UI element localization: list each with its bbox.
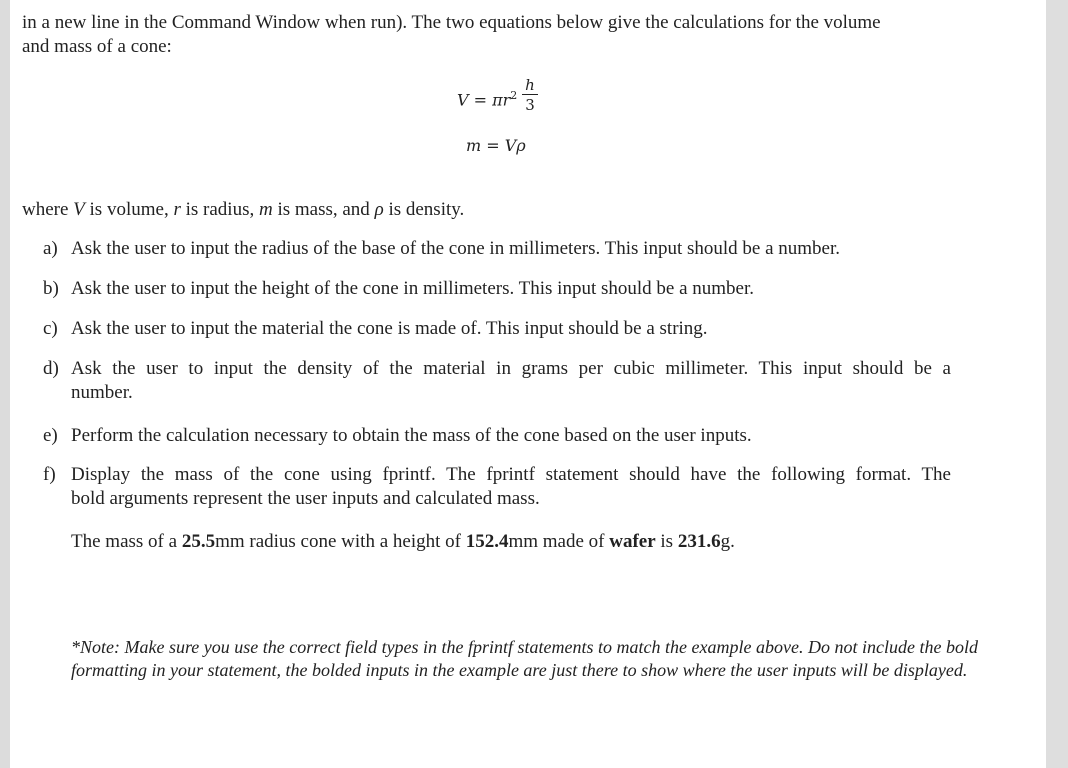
example-text-4: is	[655, 531, 678, 552]
note-paragraph: *Note: Make sure you use the correct field types in the fprintf statements to match the example above. Do not include the bold formatting in your statement, the bolded inputs in the example are just there to show where the user inputs will be displayed.	[71, 637, 978, 680]
scrollbar-track[interactable]	[1046, 0, 1068, 768]
fraction-bar	[522, 94, 538, 95]
volume-fraction-numerator: h	[525, 76, 535, 94]
list-item-text: Perform the calculation necessary to obtain the mass of the cone based on the user inputs.	[71, 425, 752, 446]
example-text-2: mm radius cone with a height of	[215, 531, 466, 552]
intro-line-2: and mass of a cone:	[22, 36, 172, 57]
where-text-5: is density.	[383, 199, 465, 220]
volume-equation-lhs: V = πr	[457, 90, 511, 110]
list-item-label: d)	[43, 358, 59, 379]
where-text-1: where	[22, 199, 74, 220]
example-output	[71, 530, 735, 554]
volume-fraction-denominator: 3	[525, 96, 535, 114]
document-page	[10, 0, 1046, 768]
example-height: 152.4	[465, 531, 509, 552]
list-item-text: Ask the user to input the height of the cone in millimeters. This input should be a number.	[71, 278, 755, 299]
example-text-5: g.	[720, 531, 735, 552]
intro-line-1: in a new line in the Command Window when run). The two equations below give the calculations for the volume	[22, 12, 881, 33]
where-text-3: is radius,	[180, 199, 259, 220]
list-item-text: Ask the user to input the radius of the base of the cone in millimeters. This input should be a number.	[71, 238, 841, 259]
list-item-text-continued: number.	[71, 382, 133, 403]
list-item-label: c)	[43, 318, 58, 339]
list-item-label: f)	[43, 464, 56, 485]
list-item-text: Display the mass of the cone using fprintf. The fprintf statement should have the following format. The	[71, 464, 951, 485]
volume-fraction	[522, 77, 538, 113]
list-item-label: e)	[43, 425, 58, 446]
var-m: m	[258, 199, 273, 220]
variable-definitions	[22, 198, 464, 222]
where-text-2: is volume,	[84, 199, 174, 220]
volume-equation-exponent: 2	[510, 89, 518, 102]
list-item-label: a)	[43, 238, 58, 259]
example-text-3: mm made of	[508, 531, 610, 552]
list-item-text: Ask the user to input the material the cone is made of. This input should be a string.	[71, 318, 708, 339]
example-material: wafer	[609, 531, 656, 552]
list-item-label: b)	[43, 278, 59, 299]
var-rho: ρ	[374, 199, 384, 220]
where-text-4: is mass, and	[272, 199, 375, 220]
list-item-text: Ask the user to input the density of the material in grams per cubic millimeter. This input should be a	[71, 358, 951, 379]
var-v: V	[73, 199, 85, 220]
volume-equation	[457, 89, 517, 109]
list-item-text-continued: bold arguments represent the user inputs and calculated mass.	[71, 488, 540, 509]
example-mass: 231.6	[677, 531, 721, 552]
var-r: r	[173, 199, 181, 220]
example-text-1: The mass of a	[71, 531, 182, 552]
example-radius: 25.5	[181, 531, 216, 552]
mass-equation: m = Vρ	[466, 136, 526, 155]
